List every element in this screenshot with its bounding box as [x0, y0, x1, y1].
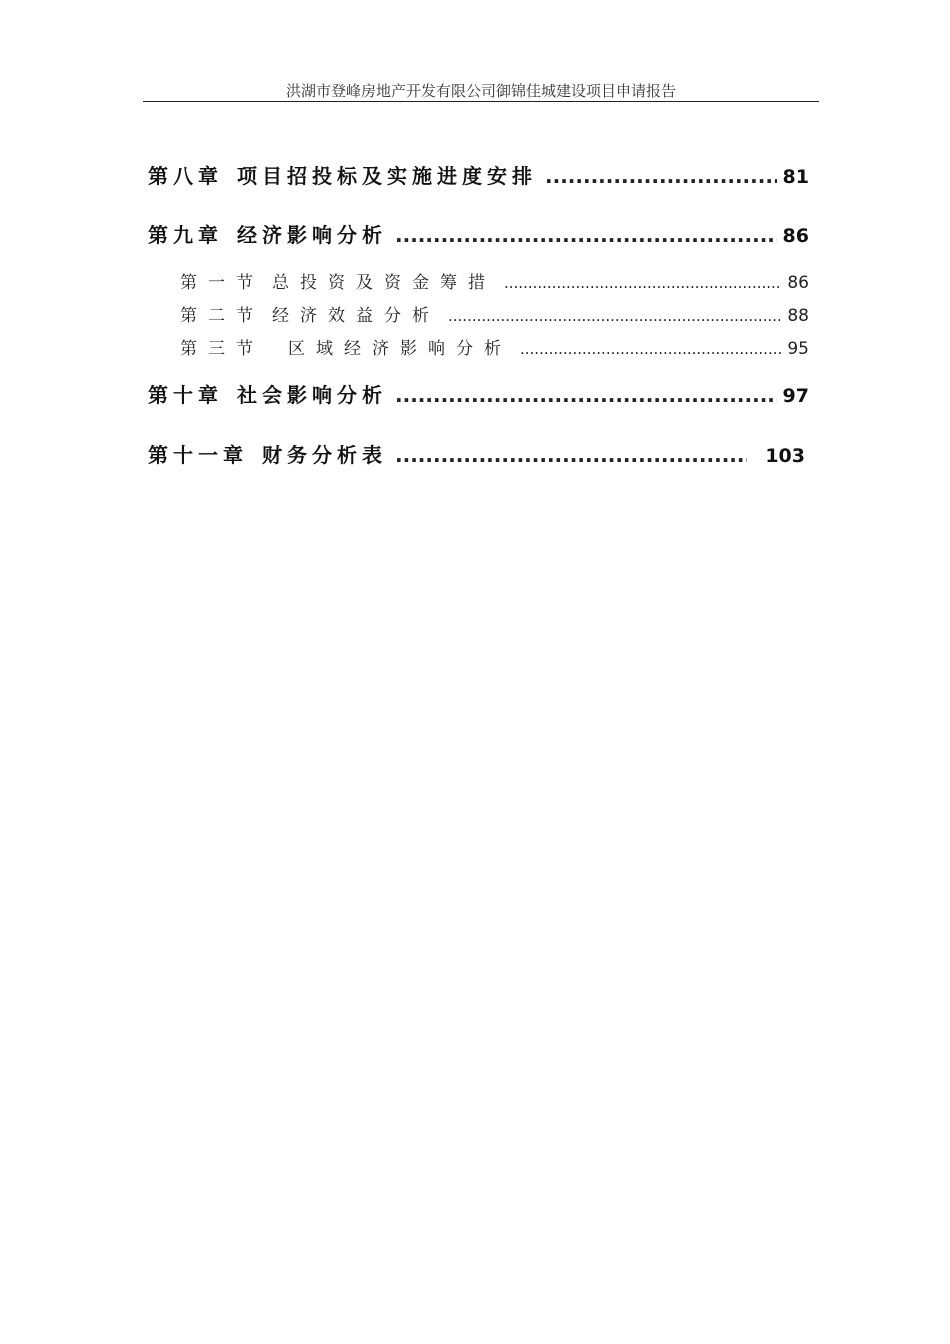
toc-entry-heading — [180, 268, 496, 293]
dot-leader — [395, 223, 777, 247]
toc-entry-chapter-11[interactable] — [148, 439, 805, 468]
toc-entry-section-2[interactable] — [180, 301, 809, 326]
toc-entry-title: 总投资及资金筹措 — [272, 273, 496, 293]
toc-entry-title: 财务分析表 — [262, 443, 387, 467]
dot-leader — [448, 307, 781, 325]
toc-entry-page: 81 — [782, 166, 809, 188]
dot-leader — [545, 164, 777, 188]
toc-entry-title: 社会影响分析 — [237, 383, 387, 407]
toc-entry-section-1[interactable] — [180, 268, 809, 293]
toc-entry-label: 第十章 — [148, 383, 223, 407]
toc-entry-title: 经济效益分析 — [272, 306, 440, 326]
toc-entry-label: 第八章 — [148, 164, 223, 188]
dot-leader — [395, 443, 747, 467]
toc-entry-heading — [148, 379, 387, 408]
toc-entry-chapter-8[interactable] — [148, 160, 809, 189]
toc-entry-label: 第十一章 — [148, 443, 248, 467]
toc-entry-label: 第二节 — [180, 306, 264, 326]
toc-entry-title: 项目招投标及实施进度安排 — [237, 164, 537, 188]
toc-entry-heading — [148, 160, 537, 189]
toc-entry-page: 97 — [782, 385, 809, 407]
dot-leader — [504, 274, 781, 292]
toc-entry-chapter-10[interactable] — [148, 379, 809, 408]
toc-entry-label: 第一节 — [180, 273, 264, 293]
toc-entry-chapter-9[interactable] — [148, 219, 809, 248]
toc-entry-page: 103 — [765, 445, 805, 467]
toc-entry-heading — [148, 439, 387, 468]
toc-entry-label: 第三节 — [180, 339, 264, 359]
toc-entry-heading — [180, 301, 440, 326]
toc-entry-heading — [148, 219, 387, 248]
dot-leader — [395, 383, 777, 407]
toc-entry-page: 86 — [782, 225, 809, 247]
header-divider — [143, 101, 819, 102]
toc-entry-page: 95 — [787, 339, 809, 359]
dot-leader — [520, 340, 781, 358]
toc-entry-title: 经济影响分析 — [237, 223, 387, 247]
toc-entry-page: 88 — [787, 306, 809, 326]
toc-entry-page: 86 — [787, 273, 809, 293]
running-header: 洪湖市登峰房地产开发有限公司御锦佳城建设项目申请报告 — [285, 82, 676, 100]
toc-entry-label: 第九章 — [148, 223, 223, 247]
toc-entry-heading — [180, 334, 512, 359]
toc-entry-section-3[interactable] — [180, 334, 809, 359]
toc-entry-title: 区域经济影响分析 — [288, 339, 512, 359]
